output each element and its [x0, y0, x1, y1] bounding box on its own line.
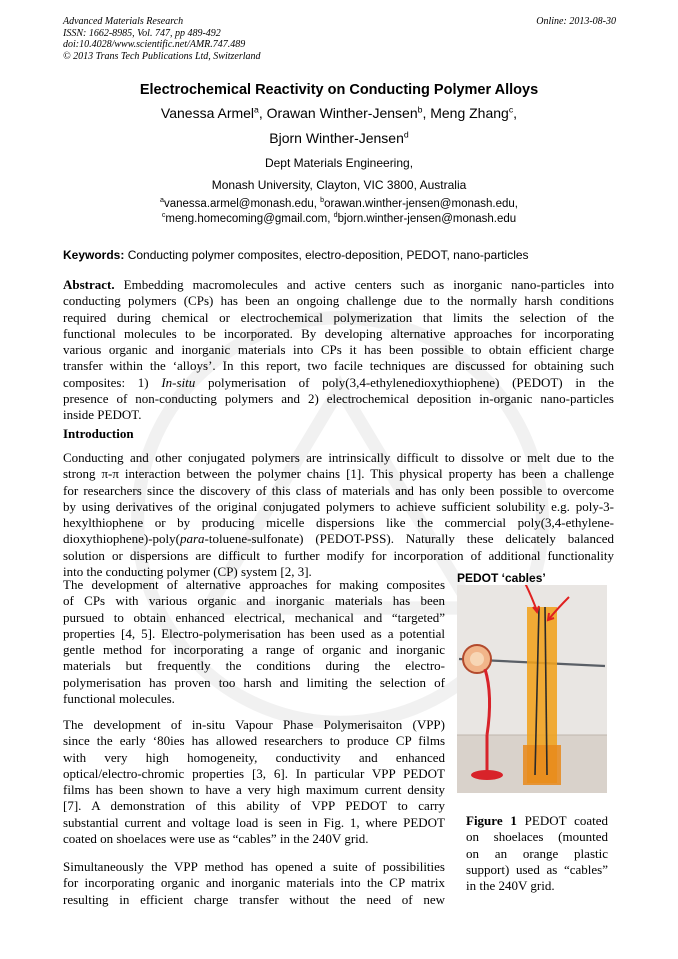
abstract-line: required during chemical or electrochemical polymerization that limits the selection of the [63, 309, 614, 325]
body-line: into the conducting polymer (CP) system [2, 3]. [63, 564, 312, 580]
caption-line: support) used as “cables” [466, 861, 608, 877]
body-line: properties [4, 5]. Electro-polymerisation has been used as a potential [63, 625, 445, 641]
author-name: , Orawan Winther-Jensen [258, 105, 418, 121]
abstract-line: presence of non-conducting polymers and 2) electrochemical deposition in-organic nano-particles [63, 391, 614, 407]
body-line: materials but frequently the conditions during the electro- [63, 658, 445, 674]
author-name: , Meng Zhang [422, 105, 509, 121]
author-name: Vanessa Armel [160, 105, 255, 121]
body-line: films has been shown to have a very high maximum current density [63, 782, 445, 798]
keywords-label: Keywords: [63, 248, 125, 262]
abstract-line: transfer within the ‘alloys’. In this report, two facile techniques are discussed for obtaining such [63, 358, 614, 374]
authors-line-2 [0, 130, 678, 146]
abstract-line [63, 277, 614, 293]
body-text: -toluene-sulfonate) (PEDOT-PSS). Naturally these delicately balanced [204, 531, 614, 547]
caption-line [466, 813, 608, 829]
intro-paragraph-1 [63, 450, 614, 580]
lamp-base [471, 770, 503, 780]
abstract-line: various organic and inorganic materials into CPs it has been possible to obtain efficient charge [63, 342, 614, 358]
caption-line: on shoelaces (mounted [466, 829, 608, 845]
authors-line-1 [0, 105, 678, 121]
body-line: solution or dispersions are difficult to further modify for incorporation of additional functionality [63, 547, 614, 563]
body-line: pursued to obtain enhanced electrical, mechanical and “targeted” [63, 609, 445, 625]
body-line: of CPs with various organic and inorganic materials has been [63, 593, 445, 609]
abstract-line: conducting polymers (CPs) has been an ongoing challenge due to the normally harsh conditions [63, 293, 614, 309]
body-line: for incorporating organic and inorganic materials into the CP matrix [63, 875, 445, 891]
body-line: resulting in efficient charge transfer without the need of new [63, 891, 445, 907]
intro-paragraph-3 [63, 717, 445, 847]
email-link[interactable]: meng.homecoming@gmail.com, [165, 213, 334, 225]
body-line: Simultaneously the VPP method has opened a suite of possibilities [63, 859, 445, 874]
copyright-line: © 2013 Trans Tech Publications Ltd, Switzerland [63, 50, 261, 62]
author-sep: , [513, 105, 518, 121]
caption-label: Figure 1 [466, 813, 517, 828]
email-sup: d [333, 211, 338, 220]
affiliation-university: Monash University, Clayton, VIC 3800, Australia [211, 178, 467, 192]
body-line: for researchers since the discovery of this class of materials and has only been possible to overcome [63, 482, 614, 498]
abstract-label: Abstract. [63, 277, 115, 292]
author-sup: c [508, 104, 514, 115]
email-link[interactable]: vanessa.armel@monash.edu, [163, 198, 321, 210]
body-line: optical/electro-chromic properties [3, 6]. In particular VPP PEDOT [63, 765, 445, 781]
email-sup: c [161, 211, 166, 220]
figure-1-photo [457, 585, 607, 793]
body-line: since the early ‘80ies has allowed researchers to produce CP films [63, 733, 445, 749]
author-sup: a [254, 104, 259, 115]
figure-annotation-label: PEDOT ‘cables’ [457, 571, 546, 585]
journal-name: Advanced Materials Research [63, 16, 184, 27]
paper-title: Electrochemical Reactivity on Conducting Polymer Alloys [139, 82, 539, 98]
body-line: with very high homogeneity, conductivity and enhanced [63, 749, 445, 765]
caption-line: in the 240V grid. [466, 878, 555, 894]
abstract-text: composites: 1) [63, 374, 162, 390]
body-line: strong π-π interaction between the polymer chains [1]. This physical property has been a challenge [63, 466, 614, 482]
abstract-line: inside PEDOT. [63, 407, 142, 423]
caption-line: on an orange plastic [466, 845, 608, 861]
intro-paragraph-4 [63, 859, 445, 908]
figure-caption [466, 813, 608, 894]
email-sup: b [320, 196, 325, 205]
body-line: substantial current and voltage load is seen in Fig. 1, where PEDOT [63, 814, 445, 830]
affiliation-dept: Dept Materials Engineering, [264, 156, 414, 170]
body-text: dioxythiophene)-poly( [63, 531, 180, 547]
online-date: Online: 2013-08-30 [536, 16, 616, 27]
section-heading-introduction: Introduction [63, 426, 134, 441]
email-link[interactable]: bjorn.winther-jensen@monash.edu [337, 213, 517, 225]
body-line: polymerisation has proven too harsh and limiting the selection of [63, 674, 445, 690]
issn-line: ISSN: 1662-8985, Vol. 747, pp 489-492 [63, 27, 221, 39]
author-sup: b [417, 104, 423, 115]
abstract-line [63, 375, 614, 391]
body-line: [7]. A demonstration of this ability of VPP PEDOT to carry [63, 798, 445, 814]
abstract-line: functional molecules to be incorporated. By developing alternative approaches for incorporating [63, 325, 614, 341]
doi-line: doi:10.4028/www.scientific.net/AMR.747.489 [63, 39, 246, 50]
body-line: The development of in-situ Vapour Phase Polymerisaiton (VPP) [63, 717, 445, 732]
abstract [63, 277, 614, 424]
email-line-1 [0, 198, 678, 210]
intro-paragraph-2 [63, 577, 445, 707]
body-line: Conducting and other conjugated polymers are intrinsically difficult to dissolve or melt due to the [63, 450, 614, 465]
body-line: by using derivatives of the original conjugated polymers to achieve sufficient solubility e.g. poly-3- [63, 498, 614, 514]
body-italic: para [179, 531, 205, 547]
abstract-text: polymerisation of poly(3,4-ethylenedioxythiophene) (PEDOT) in the [195, 374, 614, 390]
keywords [63, 248, 529, 262]
body-line: coated on shoelaces were use as “cables” in the 240V grid. [63, 831, 369, 847]
author-name: Bjorn Winther-Jensen [269, 130, 404, 146]
email-sup: a [160, 196, 164, 205]
body-line: gentle method for incorporating a range of organic and inorganic [63, 642, 445, 658]
body-line: The development of alternative approaches for making composites [63, 577, 445, 592]
abstract-text: Embedding macromolecules and active centers such as inorganic nano-particles into [114, 277, 614, 292]
body-line: functional molecules. [63, 691, 175, 707]
email-line-2 [0, 213, 678, 225]
email-link[interactable]: orawan.winther-jensen@monash.edu, [324, 198, 518, 210]
keywords-text: Conducting polymer composites, electro-deposition, PEDOT, nano-particles [124, 248, 529, 262]
caption-text: PEDOT coated [516, 813, 609, 828]
body-line: hexylthiophene or by producing micelle dispersions like the commercial poly(3,4-ethylene- [63, 515, 614, 531]
journal-header [63, 16, 261, 62]
author-sup: d [403, 129, 409, 140]
abstract-italic: In-situ [161, 374, 196, 390]
body-line [63, 531, 614, 547]
